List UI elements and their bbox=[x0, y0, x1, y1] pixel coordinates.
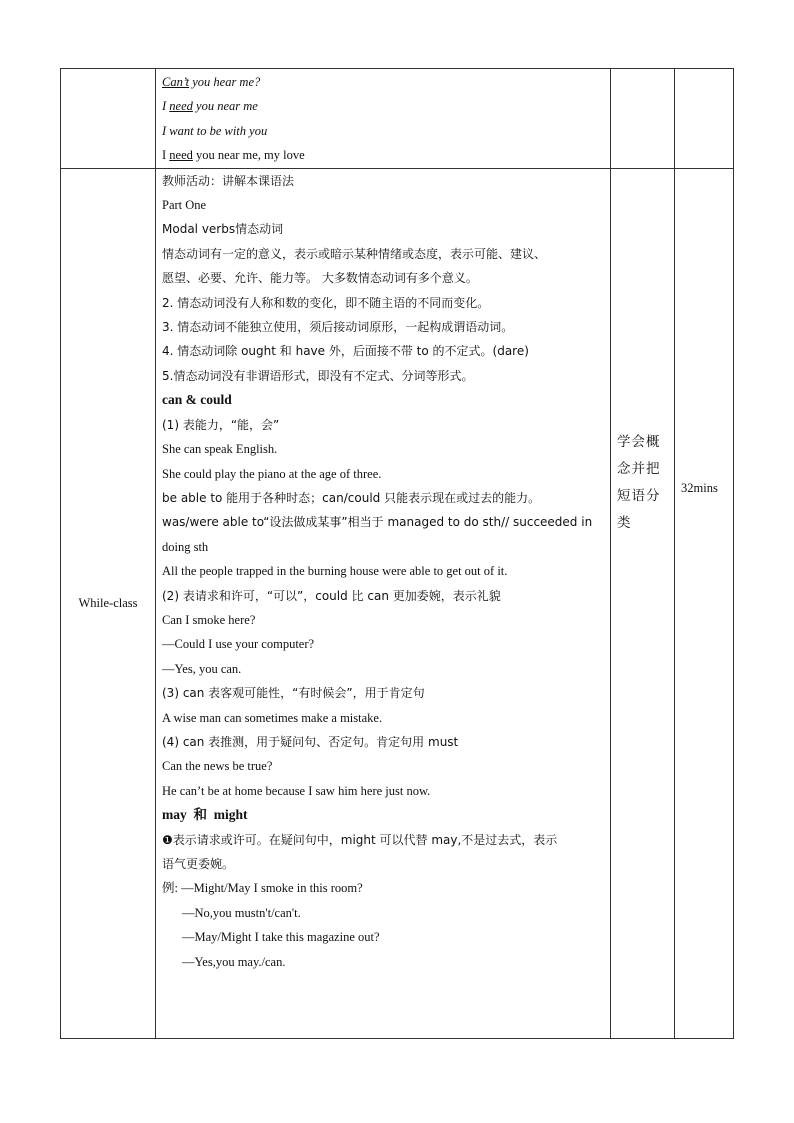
lyric-line-4: I need you near me, my love bbox=[162, 148, 305, 163]
activity-line: Modal verbs情态动词 bbox=[162, 222, 284, 237]
activity-line: 愿望、必要、允许、能力等。 大多数情态动词有多个意义。 bbox=[162, 271, 478, 286]
activity-line: doing sth bbox=[162, 539, 209, 554]
example-line: 例: —Might/May I smoke in this room? bbox=[162, 881, 363, 896]
activity-cell bbox=[156, 168, 611, 1038]
lyrics-row bbox=[61, 69, 734, 169]
activity-line: Part One bbox=[162, 198, 207, 213]
lyrics-cell bbox=[156, 69, 611, 169]
activity-line: (2) 表请求和许可，“可以”，could 比 can 更加委婉，表示礼貌 bbox=[162, 588, 501, 603]
activity-line: 2. 情态动词没有人称和数的变化，即不随主语的不同而变化。 bbox=[162, 295, 490, 310]
example-line: Can I smoke here? bbox=[162, 612, 256, 627]
example-line: —Yes, you can. bbox=[162, 661, 242, 676]
activity-line: (4) can 表推测，用于疑问句、否定句。肯定句用 must bbox=[162, 734, 459, 749]
example-line: Can the news be true? bbox=[162, 759, 273, 774]
example-line: She can speak English. bbox=[162, 442, 278, 457]
example-line: —No,you mustn't/can't. bbox=[182, 905, 301, 920]
section-heading: can & could bbox=[162, 392, 232, 408]
example-line: —May/Might I take this magazine out? bbox=[182, 930, 380, 945]
phase-cell-empty bbox=[61, 69, 156, 169]
example-line: She could play the piano at the age of three. bbox=[162, 466, 382, 481]
example-line: —Could I use your computer? bbox=[162, 637, 315, 652]
time-cell-empty bbox=[675, 69, 734, 169]
example-line: He can’t be at home because I saw him here just now. bbox=[162, 783, 431, 798]
activity-lines bbox=[156, 169, 610, 974]
example-line: All the people trapped in the burning house were able to get out of it. bbox=[162, 564, 508, 579]
lyric-line-3: I want to be with you bbox=[162, 123, 268, 138]
activity-line: 5.情态动词没有非谓语形式，即没有不定式、分词等形式。 bbox=[162, 368, 474, 383]
lesson-plan-table bbox=[60, 68, 734, 1039]
activity-line: (1) 表能力，“能，会” bbox=[162, 417, 280, 432]
lyric-line-2: I need you near me bbox=[162, 99, 258, 114]
goal-cell-empty bbox=[611, 69, 675, 169]
lyric-line-1: Can’t you hear me? bbox=[162, 75, 261, 89]
activity-line: 4. 情态动词除 ought 和 have 外，后面接不带 to 的不定式。(dare) bbox=[162, 344, 529, 359]
example-line: A wise man can sometimes make a mistake. bbox=[162, 710, 383, 725]
activity-line: (3) can 表客观可能性，“有时候会”，用于肯定句 bbox=[162, 686, 425, 701]
activity-line: ❶表示请求或许可。在疑问句中，might 可以代替 may,不是过去式，表示 bbox=[162, 832, 558, 847]
goal-text: 学会概念并把短语分类 bbox=[611, 168, 675, 1038]
activity-line: 语气更委婉。 bbox=[162, 857, 235, 871]
section-heading: may 和 might bbox=[162, 807, 248, 823]
activity-line: be able to 能用于各种时态；can/could 只能表示现在或过去的能力。 bbox=[162, 490, 541, 505]
time-text: 32mins bbox=[675, 168, 734, 1038]
example-line: —Yes,you may./can. bbox=[182, 954, 286, 969]
while-class-row bbox=[61, 168, 734, 1038]
activity-line: 教师活动：讲解本课语法 bbox=[162, 173, 295, 188]
phase-label: While-class bbox=[61, 168, 156, 1038]
activity-line: was/were able to“设法做成某事”相当于 managed to do sth// succeeded in bbox=[162, 515, 593, 530]
activity-line: 情态动词有一定的意义，表示或暗示某种情绪或态度，表示可能、建议、 bbox=[162, 246, 547, 261]
activity-line: 3. 情态动词不能独立使用，须后接动词原形，一起构成谓语动词。 bbox=[162, 320, 514, 335]
